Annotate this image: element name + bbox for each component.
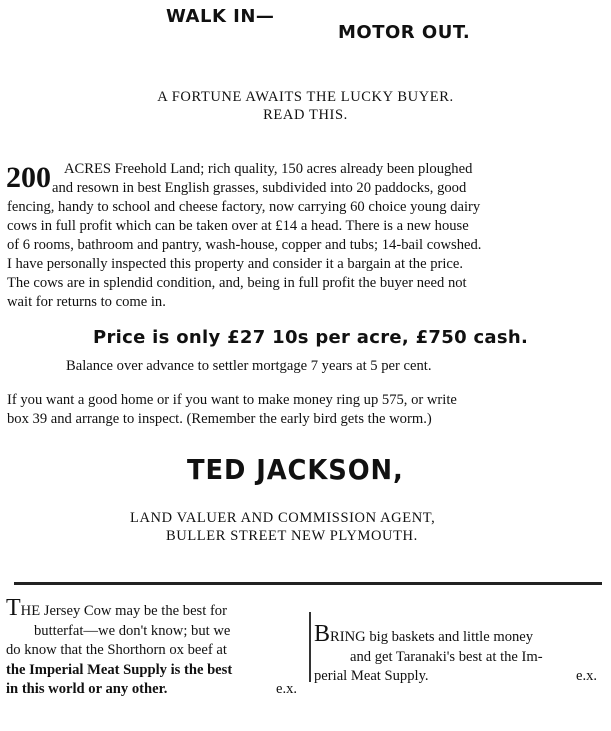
subheading-fortune: A FORTUNE AWAITS THE LUCKY BUYER. (157, 89, 454, 105)
ad-right-line-3: perial Meat Supply. (314, 668, 429, 684)
listing-line-2: and resown in best English grasses, subdivided into 20 paddocks, good (52, 180, 467, 196)
acreage-number: 200 (6, 161, 51, 194)
ad-left-line-2: butterfat—we don't know; but we (34, 622, 231, 639)
agent-title: LAND VALUER AND COMMISSION AGENT, (130, 510, 436, 526)
listing-line-6: I have personally inspected this property and consider it a bargain at the price. (7, 256, 464, 272)
ad-right-tag: e.x. (576, 668, 598, 684)
contact-line-2: box 39 and arrange to inspect. (Remember the early bird gets the worm.) (7, 411, 432, 427)
listing-line-8: wait for returns to come in. (7, 294, 166, 310)
headline-motor-out: MOTOR OUT. (338, 22, 471, 43)
contact-line-1: If you want a good home or if you want to make money ring up 575, or write (7, 392, 457, 408)
ad-left-line-3: do know that the Shorthorn ox beef at (6, 642, 227, 658)
ad-right (314, 621, 606, 687)
ad-left-tag: e.x. (276, 681, 298, 697)
ad-left (6, 595, 304, 700)
ad-right-line-2: and get Taranaki's best at the Im- (350, 648, 543, 665)
price-line: Price is only £27 10s per acre, £750 cash. (93, 327, 529, 348)
agent-name: TED JACKSON, (187, 453, 404, 486)
balance-line: Balance over advance to settler mortgage 7 years at 5 per cent. (66, 358, 432, 374)
section-divider (14, 582, 602, 585)
listing-line-5: of 6 rooms, bathroom and pantry, wash-house, copper and tubs; 14-bail cowshed. (7, 237, 482, 253)
listing-line-7: The cows are in splendid condition, and, being in full profit the buyer need not (7, 275, 467, 291)
ad-right-dropcap: B (314, 621, 331, 647)
agent-address: BULLER STREET NEW PLYMOUTH. (166, 528, 418, 544)
subheading-read-this: READ THIS. (263, 107, 348, 123)
ad-left-line-5: in this world or any other. (6, 681, 168, 697)
column-separator (309, 612, 311, 682)
listing-line-4: cows in full profit which can be taken over at £14 a head. There is a new house (7, 218, 469, 234)
ad-left-line-4: the Imperial Meat Supply is the best (6, 661, 233, 678)
listing-line-3: fencing, handy to school and cheese factory, now carrying 60 choice young dairy (7, 199, 481, 215)
headline-walk-in: WALK IN— (166, 6, 275, 27)
ad-left-line-1: HE Jersey Cow may be the best for (20, 603, 227, 619)
listing-line-1: ACRES Freehold Land; rich quality, 150 acres already been ploughed (64, 161, 473, 177)
ad-right-line-1: RING big baskets and little money (330, 629, 534, 645)
ad-left-dropcap: T (6, 595, 21, 621)
